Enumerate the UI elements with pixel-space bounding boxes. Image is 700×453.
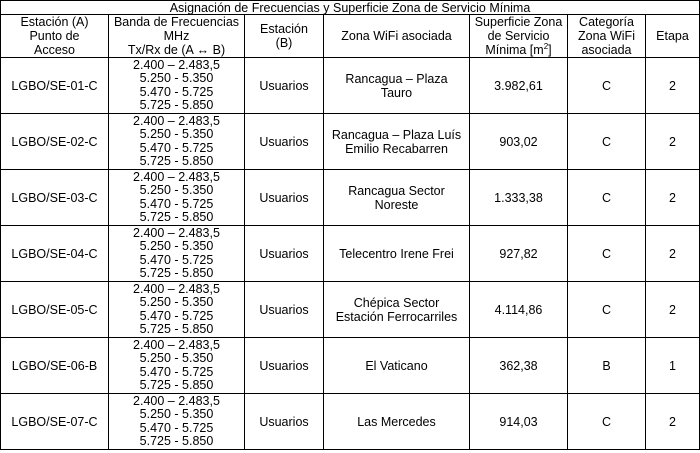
frequency-band: 2.400 – 2.483,5: [133, 57, 220, 72]
frequency-bands-cell: [109, 338, 245, 394]
header-surface-bracket: ]: [548, 43, 552, 57]
header-surface-line: [470, 43, 567, 57]
frequency-band: 5.470 - 5.725: [139, 196, 214, 211]
frequency-band: 5.250 - 5.350: [139, 295, 214, 309]
header-category: [568, 15, 646, 58]
frequency-bands-cell: [109, 58, 245, 114]
station-a-cell: LGBO/SE-04-C: [1, 226, 109, 282]
header-station-a: [1, 15, 109, 58]
frequency-band: 2.400 – 2.483,5: [133, 225, 220, 240]
surface-cell: 3.982,61: [470, 58, 568, 114]
frequency-bands-cell: [109, 226, 245, 282]
stage-cell: 2: [646, 114, 700, 170]
header-category-line: asociada: [581, 43, 632, 57]
frequency-band: 5.725 - 5.850: [139, 210, 214, 224]
category-cell: C: [568, 226, 646, 282]
stage-cell: 2: [646, 58, 700, 114]
surface-cell: 4.114,86: [470, 282, 568, 338]
header-zone: Zona WiFi asociada: [324, 15, 470, 58]
stage-cell: 2: [646, 282, 700, 338]
station-a-cell: LGBO/SE-02-C: [1, 114, 109, 170]
header-surface-line: Superficie Zona: [474, 15, 563, 29]
category-cell: C: [568, 394, 646, 450]
wifi-zone-cell: [324, 114, 470, 170]
frequency-band: 5.725 - 5.850: [139, 154, 214, 168]
frequency-band: 5.470 - 5.725: [139, 252, 214, 267]
category-cell: C: [568, 58, 646, 114]
frequency-band: 5.250 - 5.350: [139, 71, 214, 85]
wifi-zone-cell: [324, 394, 470, 450]
frequency-band: 2.400 – 2.483,5: [133, 281, 220, 296]
wifi-zone-line: Tauro: [380, 85, 413, 100]
header-row: [1, 15, 700, 58]
category-cell: B: [568, 338, 646, 394]
header-surface-unit: Mínima [m: [485, 43, 544, 57]
station-a-cell: LGBO/SE-07-C: [1, 394, 109, 450]
stage-cell: 2: [646, 394, 700, 450]
frequency-band: 5.725 - 5.850: [139, 378, 214, 392]
header-band-line: Banda de Frecuencias: [113, 15, 240, 29]
header-band: [109, 15, 245, 58]
station-a-cell: LGBO/SE-01-C: [1, 58, 109, 114]
frequency-bands-cell: [109, 170, 245, 226]
header-stage: Etapa: [646, 15, 700, 58]
surface-cell: 362,38: [470, 338, 568, 394]
wifi-zone-cell: [324, 282, 470, 338]
table-row: [1, 114, 700, 170]
wifi-zone-line: Estación Ferrocarriles: [335, 309, 458, 324]
frequency-band: 5.725 - 5.850: [139, 322, 214, 336]
header-category-line: Categoría: [579, 15, 634, 29]
station-b-cell: Usuarios: [245, 338, 324, 394]
frequency-band: 2.400 – 2.483,5: [133, 393, 220, 408]
frequency-band: 5.470 - 5.725: [139, 308, 214, 323]
frequency-band: 5.250 - 5.350: [139, 351, 214, 365]
header-band-line: MHz: [163, 29, 190, 43]
surface-cell: 1.333,38: [470, 170, 568, 226]
header-station-b-line: (B): [275, 36, 293, 50]
frequency-band: 5.250 - 5.350: [139, 239, 214, 253]
category-cell: C: [568, 282, 646, 338]
header-station-b-line: Estación: [260, 22, 308, 36]
header-surface-line: de Servicio: [487, 29, 550, 43]
surface-cell: 914,03: [470, 394, 568, 450]
frequency-band: 5.725 - 5.850: [139, 266, 214, 280]
frequency-bands-cell: [109, 114, 245, 170]
station-b-cell: Usuarios: [245, 282, 324, 338]
wifi-zone-line: Emilio Recabarren: [345, 141, 448, 156]
station-a-cell: LGBO/SE-06-B: [1, 338, 109, 394]
stage-cell: 1: [646, 338, 700, 394]
category-cell: C: [568, 170, 646, 226]
frequency-band: 5.725 - 5.850: [139, 434, 214, 448]
wifi-zone-line: Telecentro Irene Frei: [339, 246, 454, 261]
header-station-a-line: Estación (A): [20, 15, 89, 29]
station-b-cell: Usuarios: [245, 226, 324, 282]
table-row: [1, 394, 700, 450]
table-row: [1, 338, 700, 394]
header-band-line: Tx/Rx de (A ↔ B): [127, 43, 226, 57]
wifi-zone-cell: [324, 226, 470, 282]
wifi-zone-cell: [324, 170, 470, 226]
table-row: [1, 226, 700, 282]
header-station-b: [245, 15, 324, 58]
table-row: [1, 58, 700, 114]
wifi-zone-line: Las Mercedes: [357, 414, 436, 429]
table-row: [1, 170, 700, 226]
wifi-zone-cell: [324, 338, 470, 394]
wifi-zone-line: Chépica Sector: [353, 295, 440, 310]
frequency-band: 5.470 - 5.725: [139, 364, 214, 379]
surface-cell: 927,82: [470, 226, 568, 282]
station-b-cell: Usuarios: [245, 170, 324, 226]
frequency-band: 5.250 - 5.350: [139, 407, 214, 421]
header-station-a-line: Acceso: [34, 43, 75, 57]
header-category-line: Zona WiFi: [578, 29, 635, 43]
stage-cell: 2: [646, 226, 700, 282]
title-row: [1, 1, 700, 15]
surface-cell: 903,02: [470, 114, 568, 170]
wifi-zone-line: El Vaticano: [365, 358, 428, 373]
stage-cell: 2: [646, 170, 700, 226]
wifi-zone-line: Rancagua – Plaza Luís: [331, 127, 462, 142]
table-title: Asignación de Frecuencias y Superficie Zona de Servicio Mínima: [1, 1, 700, 15]
header-surface-exponent: 2: [543, 41, 549, 51]
wifi-zone-line: Rancagua – Plaza: [345, 71, 448, 86]
frequency-band: 5.250 - 5.350: [139, 127, 214, 141]
frequency-band: 2.400 – 2.483,5: [133, 113, 220, 128]
header-surface: [470, 15, 568, 58]
frequency-bands-cell: [109, 282, 245, 338]
frequency-band: 2.400 – 2.483,5: [133, 337, 220, 352]
frequency-band: 5.470 - 5.725: [139, 140, 214, 155]
frequency-band: 5.470 - 5.725: [139, 420, 214, 435]
wifi-zone-cell: [324, 58, 470, 114]
wifi-zone-line: Noreste: [374, 197, 419, 212]
wifi-zone-line: Rancagua Sector: [348, 183, 445, 198]
station-b-cell: Usuarios: [245, 114, 324, 170]
station-b-cell: Usuarios: [245, 58, 324, 114]
category-cell: C: [568, 114, 646, 170]
table-body: [1, 1, 700, 450]
header-station-a-line: Punto de: [29, 29, 80, 43]
frequency-bands-cell: [109, 394, 245, 450]
station-a-cell: LGBO/SE-03-C: [1, 170, 109, 226]
frequency-band: 2.400 – 2.483,5: [133, 169, 220, 184]
frequency-band: 5.250 - 5.350: [139, 183, 214, 197]
frequency-band: 5.725 - 5.850: [139, 98, 214, 112]
table-row: [1, 282, 700, 338]
station-a-cell: LGBO/SE-05-C: [1, 282, 109, 338]
frequency-band: 5.470 - 5.725: [139, 84, 214, 99]
station-b-cell: Usuarios: [245, 394, 324, 450]
